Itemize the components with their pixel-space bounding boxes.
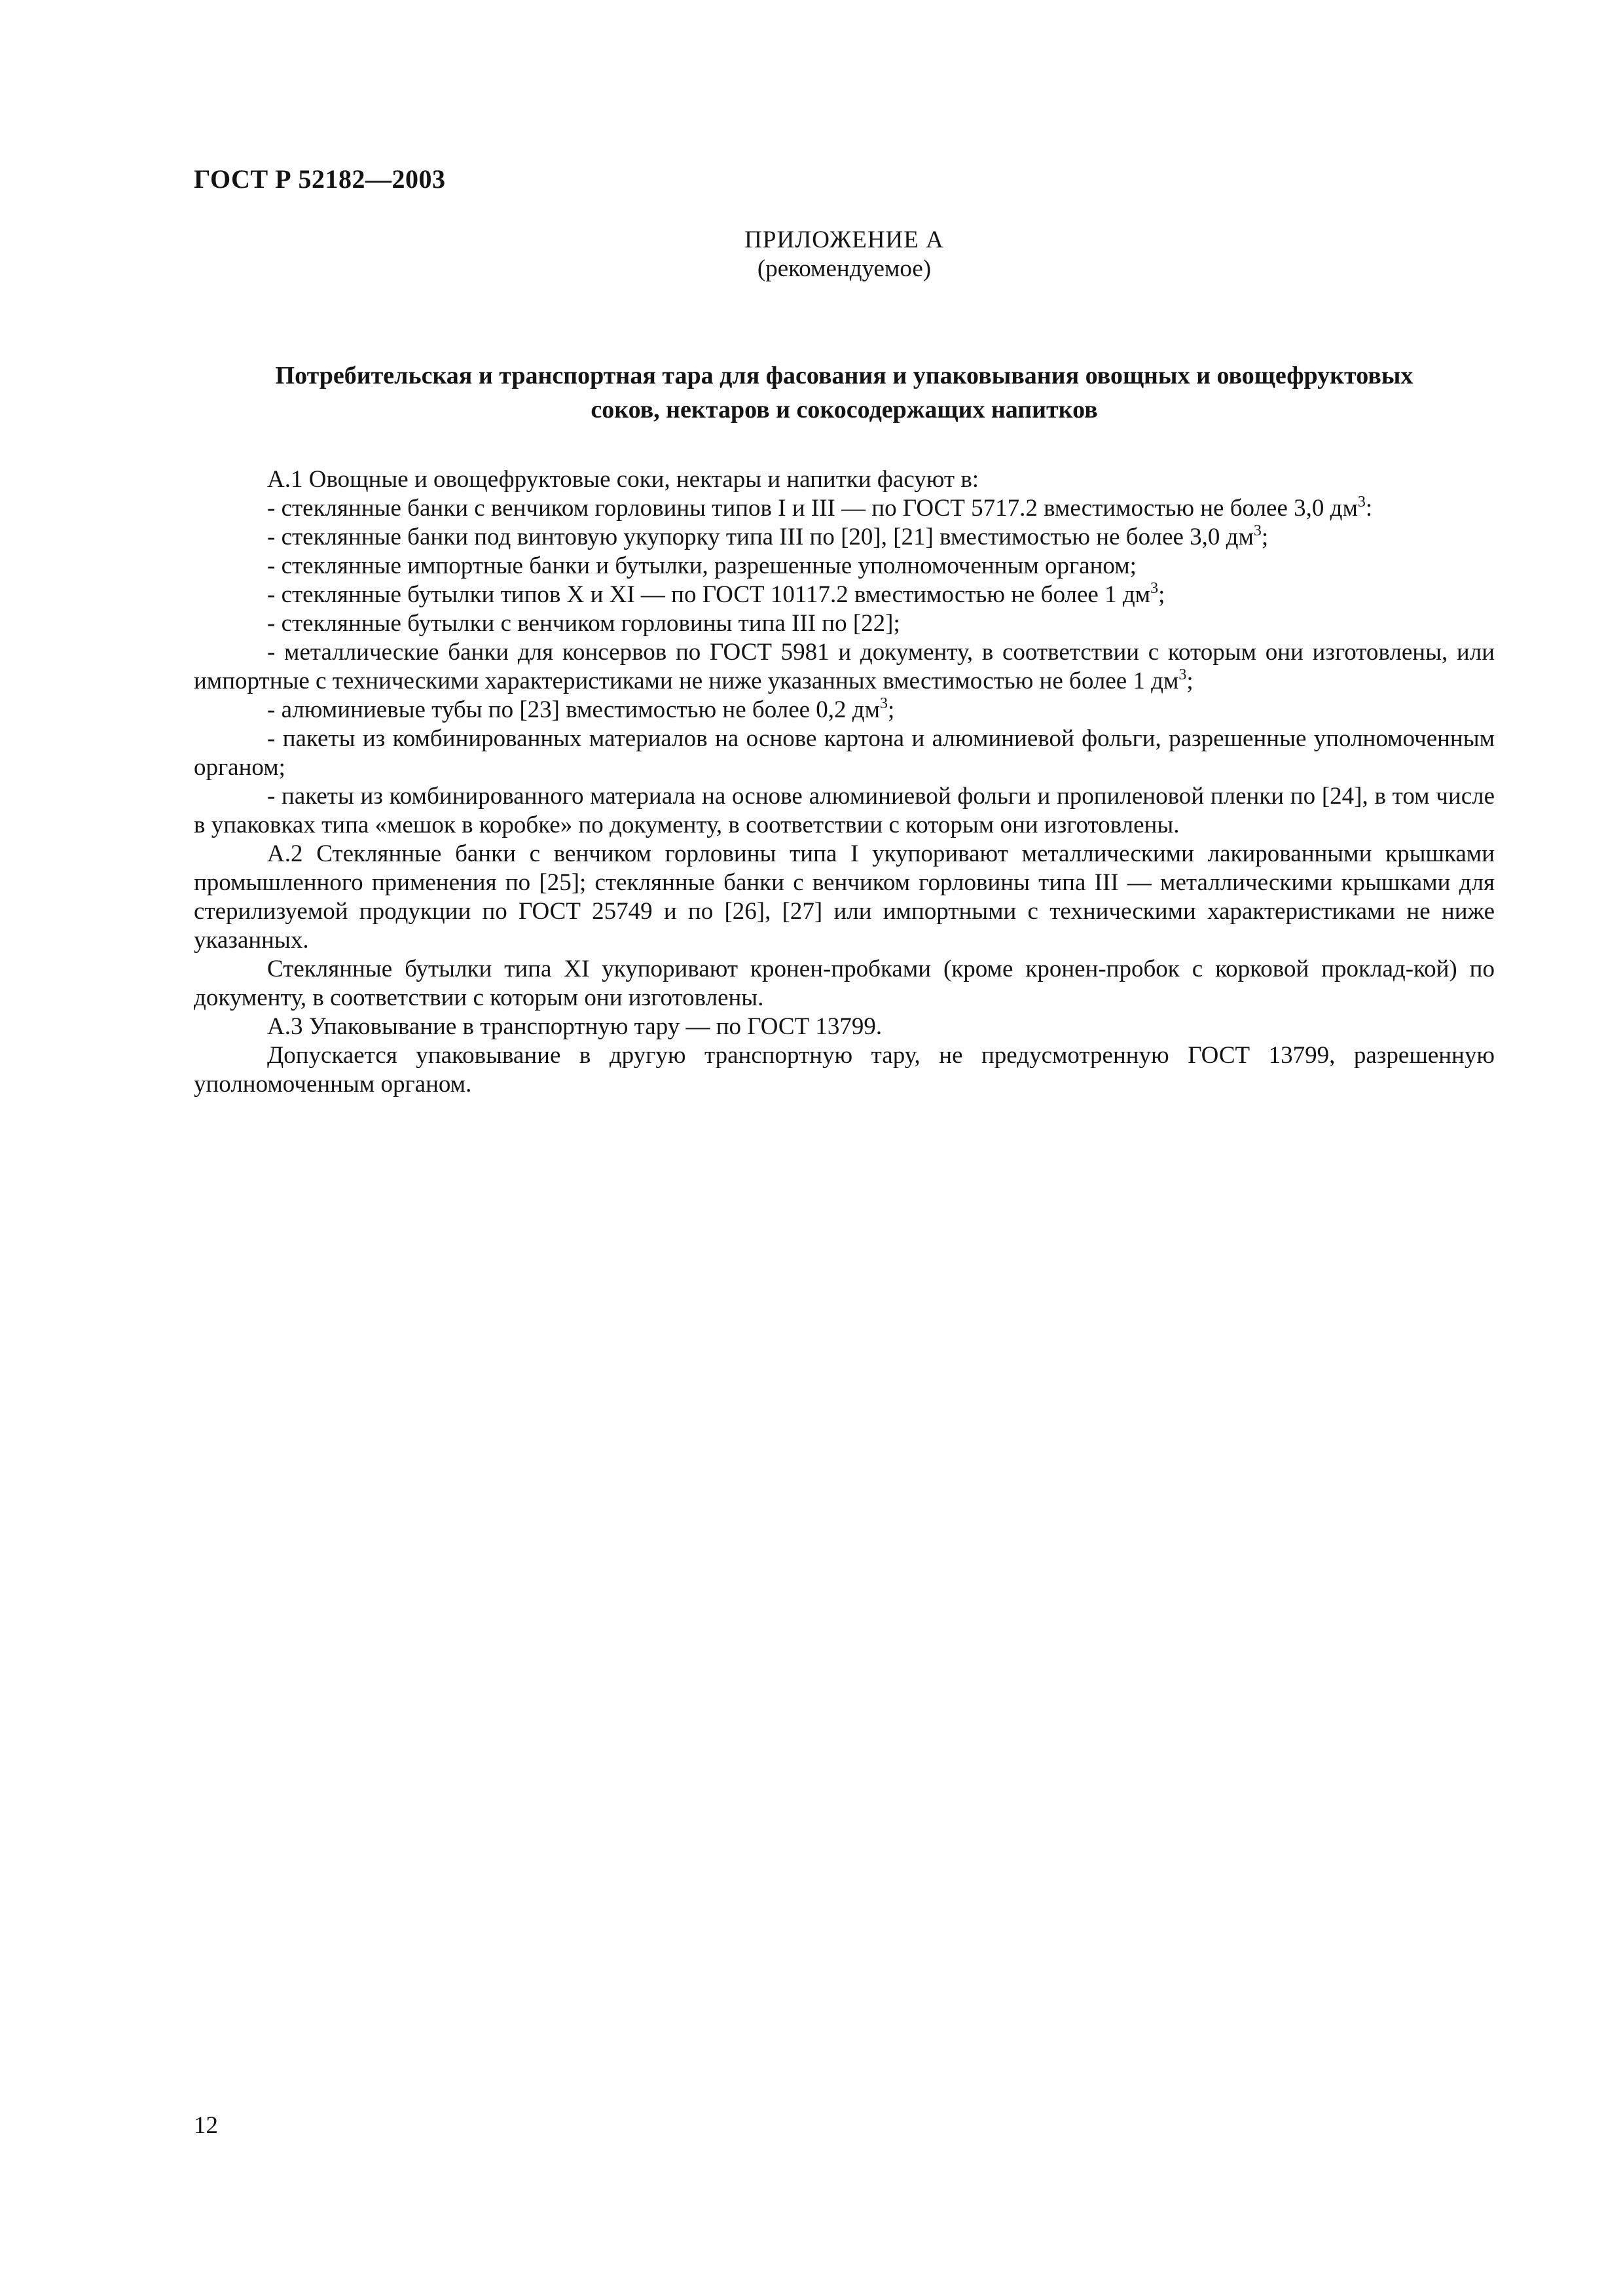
section-title-line-2: соков, нектаров и сокосодержащих напитков [591, 396, 1098, 423]
paragraph-a3: А.3 Упаковывание в транспортную тару — по ГОСТ 13799. [267, 1013, 883, 1040]
list-item-screw-cap-jars [194, 523, 1495, 552]
superscript: 3 [1150, 580, 1159, 597]
annex-heading [194, 226, 1495, 283]
list-item-imported-glass: - стеклянные импортные банки и бутылки, разрешенные уполномоченным органом; [267, 552, 1137, 579]
annex-status: (рекомендуемое) [757, 255, 932, 282]
list-item-bottles-type-iii: - стеклянные бутылки с венчиком горловины типа III по [22]; [267, 610, 900, 637]
section-title [194, 359, 1495, 427]
list-item-glass-jars [194, 494, 1495, 523]
list-item-aluminium-tubes [194, 696, 1495, 725]
list-item-glass-bottles [194, 581, 1495, 609]
list-item-bag-in-box: - пакеты из комбинированного материала на основе алюминиевой фольги и пропиленовой пленки по [24], в том числе в упаковках типа «мешок в коробке» по документу, в соответствии с которым они изготовлены. [194, 783, 1495, 838]
document-code: ГОСТ Р 52182—2003 [194, 164, 446, 194]
list-item-text: - стеклянные банки под винтовую укупорку типа III по [20], [21] вместимостью не более 3,0 дм [267, 524, 1254, 550]
paragraph-a2: А.2 Стеклянные банки с венчиком горловины типа I укупоривают металлическими лакированными крышками промышленного применения по [25]; стеклянные банки с венчиком горловины типа III — металлическими крышками для стерилизуемой продукции по ГОСТ 25749 и по [26], [27] или импортными с техническими характеристиками не ниже указанных. [194, 840, 1495, 954]
page-number: 12 [194, 2112, 218, 2139]
list-item-text: - алюминиевые тубы по [23] вместимостью не более 0,2 дм [267, 696, 881, 723]
superscript: 3 [1253, 522, 1262, 539]
punctuation: ; [1186, 668, 1194, 694]
list-item-text: - металлические банки для консервов по ГОСТ 5981 и документу, в соответствии с которым они изготовлены, или импортные с техническими характеристиками не ниже указанных вместимостью не более 1 дм [194, 639, 1495, 694]
section-title-line-1: Потребительская и транспортная тара для фасования и упаковывания овощных и овощефруктовых [275, 362, 1413, 389]
superscript: 3 [1178, 666, 1187, 683]
superscript: 3 [880, 695, 888, 712]
superscript: 3 [1357, 493, 1366, 511]
list-item-text: - стеклянные бутылки типов X и XI — по ГОСТ 10117.2 вместимостью не более 1 дм [267, 581, 1151, 608]
punctuation: : [1365, 495, 1373, 522]
annex-title: ПРИЛОЖЕНИЕ А [744, 226, 944, 253]
document-body [194, 465, 1495, 1099]
list-item-text: - стеклянные банки с венчиком горловины типов I и III — по ГОСТ 5717.2 вместимостью не более 3,0 дм [267, 495, 1358, 522]
punctuation: ; [888, 696, 895, 723]
punctuation: ; [1158, 581, 1165, 608]
paragraph-other-packaging: Допускается упаковывание в другую транспортную тару, не предусмотренную ГОСТ 13799, разрешенную уполномоченным органом. [194, 1042, 1495, 1098]
punctuation: ; [1261, 524, 1269, 550]
list-item-carton-packs: - пакеты из комбинированных материалов на основе картона и алюминиевой фольги, разрешенные уполномоченным органом; [194, 725, 1495, 781]
paragraph-a1: А.1 Овощные и овощефруктовые соки, нектары и напитки фасуют в: [267, 466, 979, 493]
paragraph-crown-caps: Стеклянные бутылки типа XI укупоривают кронен-пробками (кроме кронен-пробок с корковой проклад-кой) по документу, в соответствии с которым они изготовлены. [194, 956, 1495, 1011]
list-item-metal-cans [194, 638, 1495, 696]
